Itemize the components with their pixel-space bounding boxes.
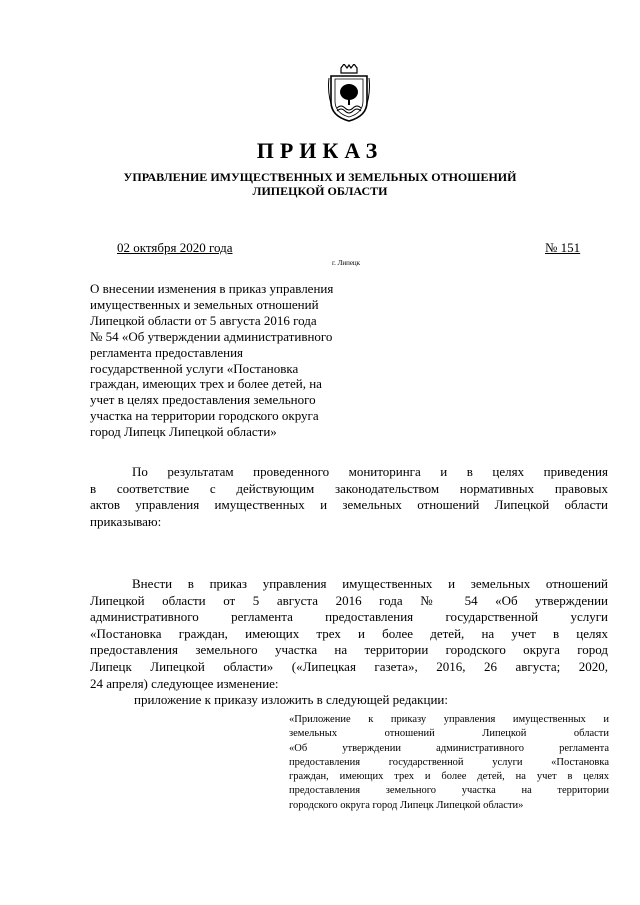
quote-line: земельных отношений Липецкой области — [289, 728, 609, 740]
order-date: 02 октября 2020 года — [117, 240, 233, 255]
body-line: административного регламента предоставления государственной услуги — [90, 609, 608, 625]
subject-line: О внесении изменения в приказ управления — [90, 281, 334, 296]
body-item: приложение к приказу изложить в следующей редакции: — [134, 692, 448, 708]
quote-line: «Приложение к приказу управления имущественных и — [289, 714, 609, 725]
order-subject — [90, 281, 390, 440]
city-label: г. Липецк — [332, 259, 361, 267]
subject-line: граждан, имеющих трех и более детей, на — [90, 376, 322, 392]
body-line: предоставления земельного участка на территории городского округа город — [90, 642, 608, 658]
subject-line: регламента предоставления — [90, 344, 244, 360]
quote-line: предоставления земельного участка на территории — [289, 785, 609, 797]
preamble-line: в соответствие с действующим законодательством нормативных правовых — [90, 480, 608, 496]
body-line: Внести в приказ управления имущественных и земельных отношений — [132, 576, 608, 591]
quote-line: городского округа город Липецк Липецкой области» — [289, 799, 524, 811]
body-line: Липецкой области от 5 августа 2016 года № 54 «Об утверждении — [90, 592, 608, 608]
organization-line: УПРАВЛЕНИЕ ИМУЩЕСТВЕННЫХ И ЗЕМЕЛЬНЫХ ОТНОШЕНИЙ — [123, 170, 517, 184]
order-number: № 151 — [545, 240, 581, 255]
organization-name — [0, 170, 640, 198]
body-line: 24 апреля) следующее изменение: — [90, 675, 279, 691]
preamble-line: приказываю: — [90, 513, 162, 529]
page-title: ПРИКАЗ — [256, 138, 384, 163]
subject-line: № 54 «Об утверждении административного — [90, 328, 333, 344]
subject-line: участка на территории городского округа — [90, 408, 319, 424]
organization-line: ЛИПЕЦКОЙ ОБЛАСТИ — [252, 184, 388, 198]
quote-line: граждан, имеющих трех и более детей, на учет в целях — [289, 771, 609, 783]
quote-line: предоставления государственной услуги «Постановка — [289, 756, 609, 768]
body-line: Липецк Липецкой области» («Липецкая газета», 2016, 26 августа; 2020, — [90, 658, 608, 674]
subject-line: имущественных и земельных отношений — [90, 296, 319, 312]
subject-line: учет в целях предоставления земельного — [90, 392, 316, 408]
body-paragraph — [90, 576, 608, 709]
amendment-quote — [289, 713, 609, 813]
subject-line: Липецкой области от 5 августа 2016 года — [90, 312, 317, 328]
preamble-line: По результатам проведенного мониторинга и в целях приведения — [132, 464, 608, 479]
body-line: «Постановка граждан, имеющих трех и более детей, на учет в целях — [90, 625, 608, 641]
coat-of-arms-icon — [327, 64, 371, 122]
preamble-paragraph — [90, 464, 608, 530]
subject-line: государственной услуги «Постановка — [90, 360, 299, 376]
preamble-line: актов управления имущественных и земельных отношений Липецкой области — [90, 497, 608, 513]
quote-line: «Об утверждении административного регламента — [289, 742, 609, 754]
subject-line: город Липецк Липецкой области» — [90, 424, 277, 440]
